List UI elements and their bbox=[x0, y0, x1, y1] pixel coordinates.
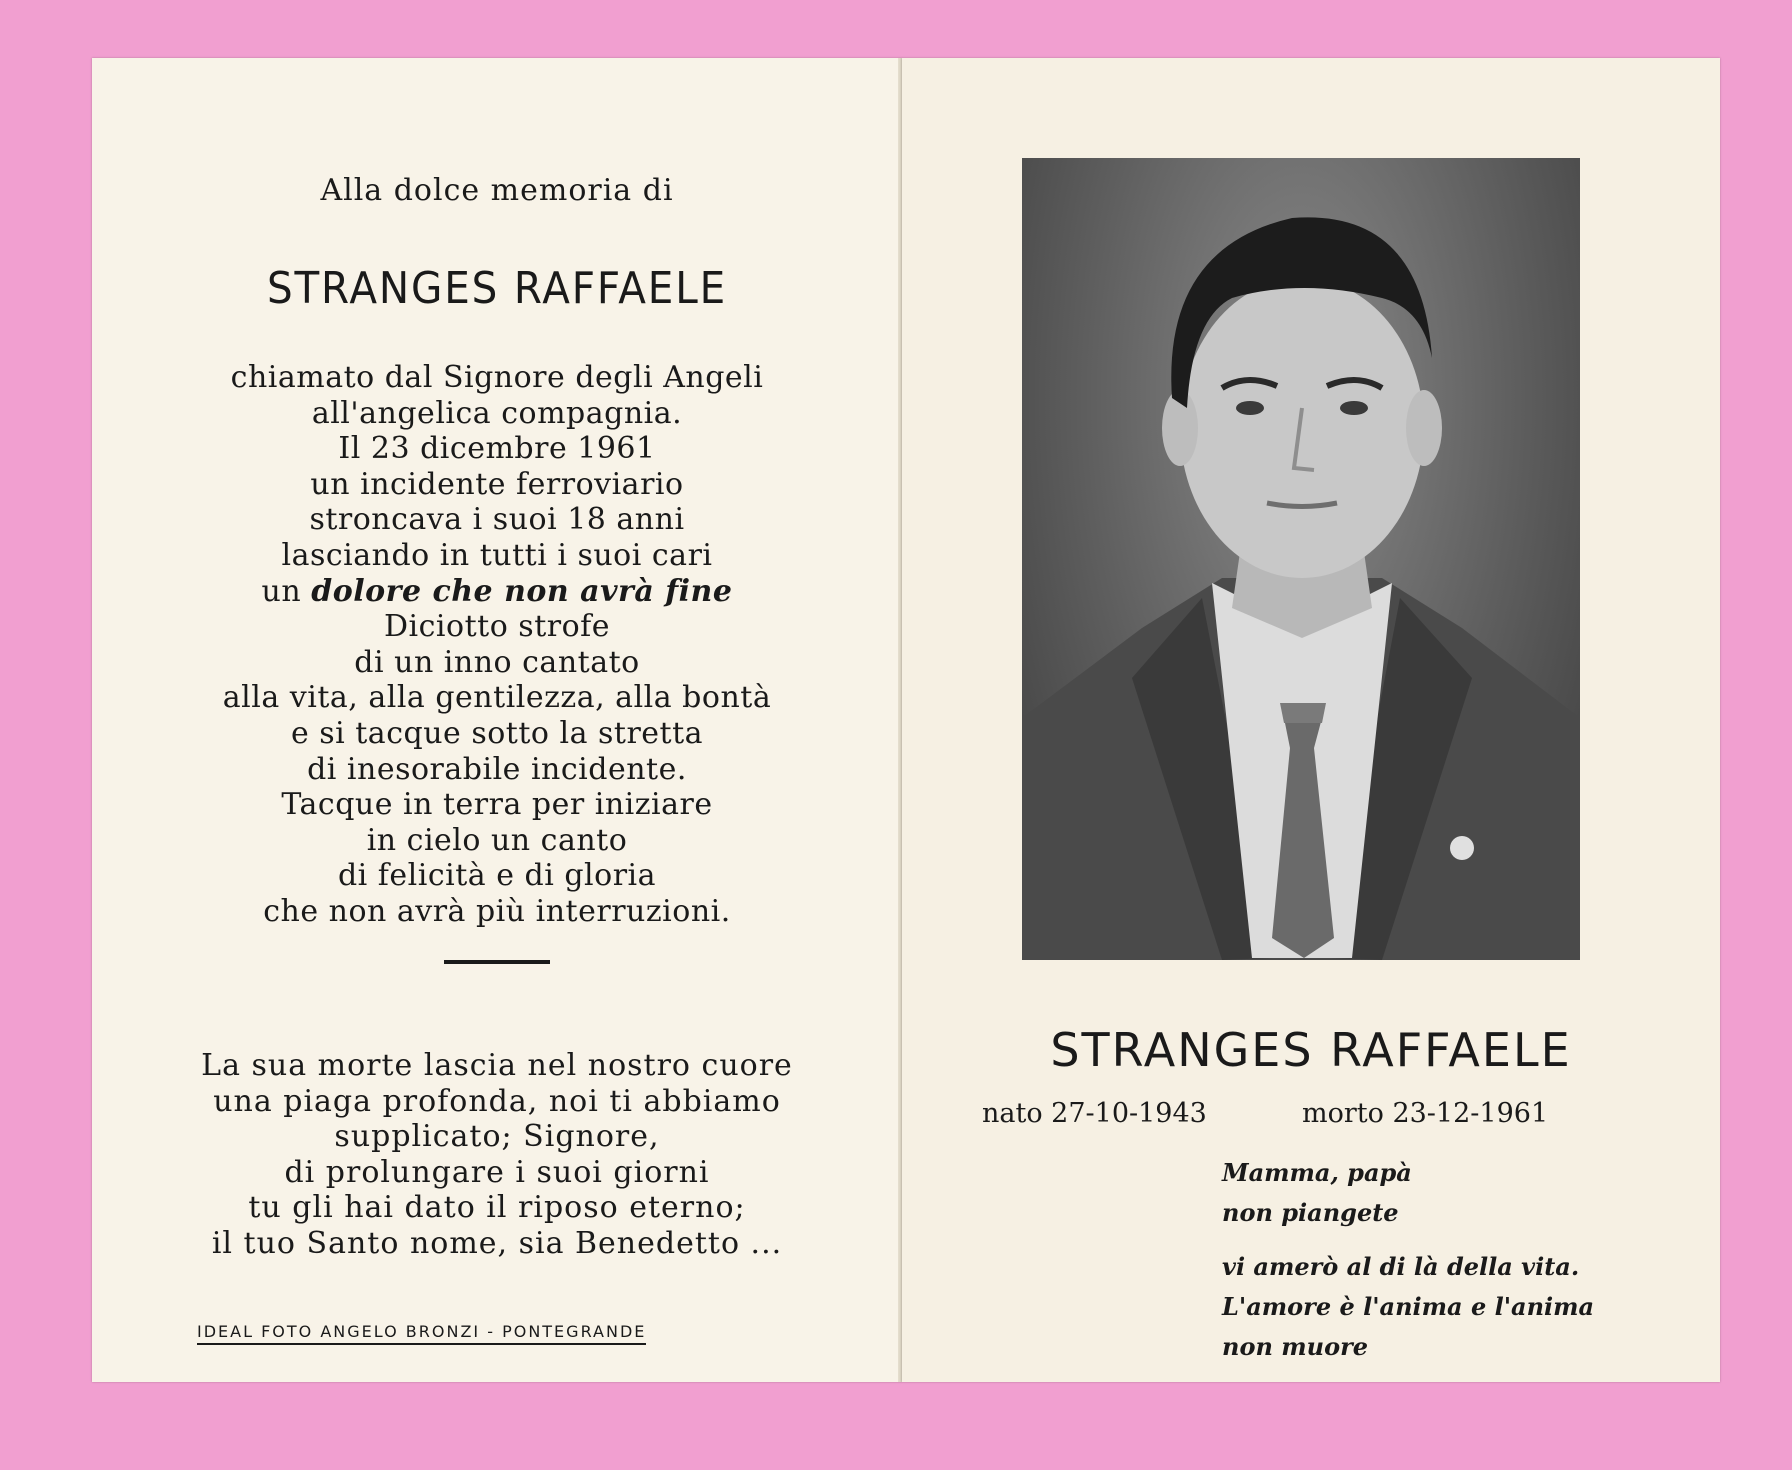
prayer-line: di prolungare i suoi giorni bbox=[284, 1154, 710, 1190]
verse-line: che non avrà più interruzioni. bbox=[263, 893, 731, 929]
dedication-text: Alla dolce memoria di bbox=[320, 173, 674, 208]
message-line: non piangete bbox=[1222, 1198, 1399, 1227]
farewell-message bbox=[1222, 1153, 1594, 1367]
death-date: morto 23-12-1961 bbox=[1302, 1098, 1549, 1129]
prayer-line: La sua morte lascia nel nostro cuore bbox=[201, 1048, 793, 1083]
deceased-name-left: STRANGES RAFFAELE bbox=[266, 263, 728, 314]
verse-line: di inesorabile incidente. bbox=[307, 751, 687, 787]
verse-emphasis: dolore che non avrà fine bbox=[311, 573, 733, 609]
prayer-text bbox=[92, 1048, 902, 1262]
message-line: non muore bbox=[1222, 1332, 1369, 1361]
verse-line: all'angelica compagnia. bbox=[311, 395, 683, 431]
verse-line: Diciotto strofe bbox=[383, 609, 611, 645]
prayer-line: il tuo Santo nome, sia Benedetto ... bbox=[211, 1225, 783, 1261]
right-panel bbox=[902, 58, 1720, 1382]
verse-line: Tacque in terra per iniziare bbox=[281, 787, 713, 823]
verse-line: e si tacque sotto la stretta bbox=[290, 715, 704, 751]
verse-line: di felicità e di gloria bbox=[337, 858, 657, 894]
deceased-name-right: STRANGES RAFFAELE bbox=[1050, 1023, 1572, 1077]
prayer-line: supplicato; Signore, bbox=[334, 1119, 660, 1155]
verse-line: lasciando in tutti i suoi cari bbox=[281, 537, 713, 573]
message-line: Mamma, papà bbox=[1222, 1158, 1412, 1187]
verse-line: un incidente ferroviario bbox=[310, 466, 684, 502]
verse-word: un bbox=[261, 573, 302, 609]
verse-line: chiamato dal Signore degli Angeli bbox=[230, 360, 764, 395]
memorial-card bbox=[92, 58, 1720, 1382]
portrait-photo bbox=[1022, 158, 1580, 960]
message-line: L'amore è l'anima e l'anima bbox=[1222, 1292, 1595, 1321]
verse-line: Il 23 dicembre 1961 bbox=[338, 431, 656, 467]
verse-line: alla vita, alla gentilezza, alla bontà bbox=[222, 680, 772, 716]
divider-rule bbox=[444, 960, 550, 964]
message-line: vi amerò al di là della vita. bbox=[1222, 1252, 1580, 1281]
verse-line: di un inno cantato bbox=[354, 644, 640, 680]
verse-line: stroncava i suoi 18 anni bbox=[309, 502, 685, 538]
left-panel bbox=[92, 58, 902, 1382]
memorial-verse bbox=[92, 360, 902, 930]
message-spacer bbox=[1222, 1233, 1594, 1247]
portrait-illustration bbox=[1022, 158, 1580, 960]
verse-line: in cielo un canto bbox=[366, 822, 628, 858]
photographer-credit: IDEAL FOTO ANGELO BRONZI - PONTEGRANDE bbox=[197, 1322, 646, 1345]
prayer-line: tu gli hai dato il riposo eterno; bbox=[248, 1190, 746, 1226]
verse-line bbox=[92, 574, 902, 610]
prayer-line: una piaga profonda, noi ti abbiamo bbox=[213, 1083, 781, 1119]
birth-date: nato 27-10-1943 bbox=[982, 1098, 1207, 1129]
